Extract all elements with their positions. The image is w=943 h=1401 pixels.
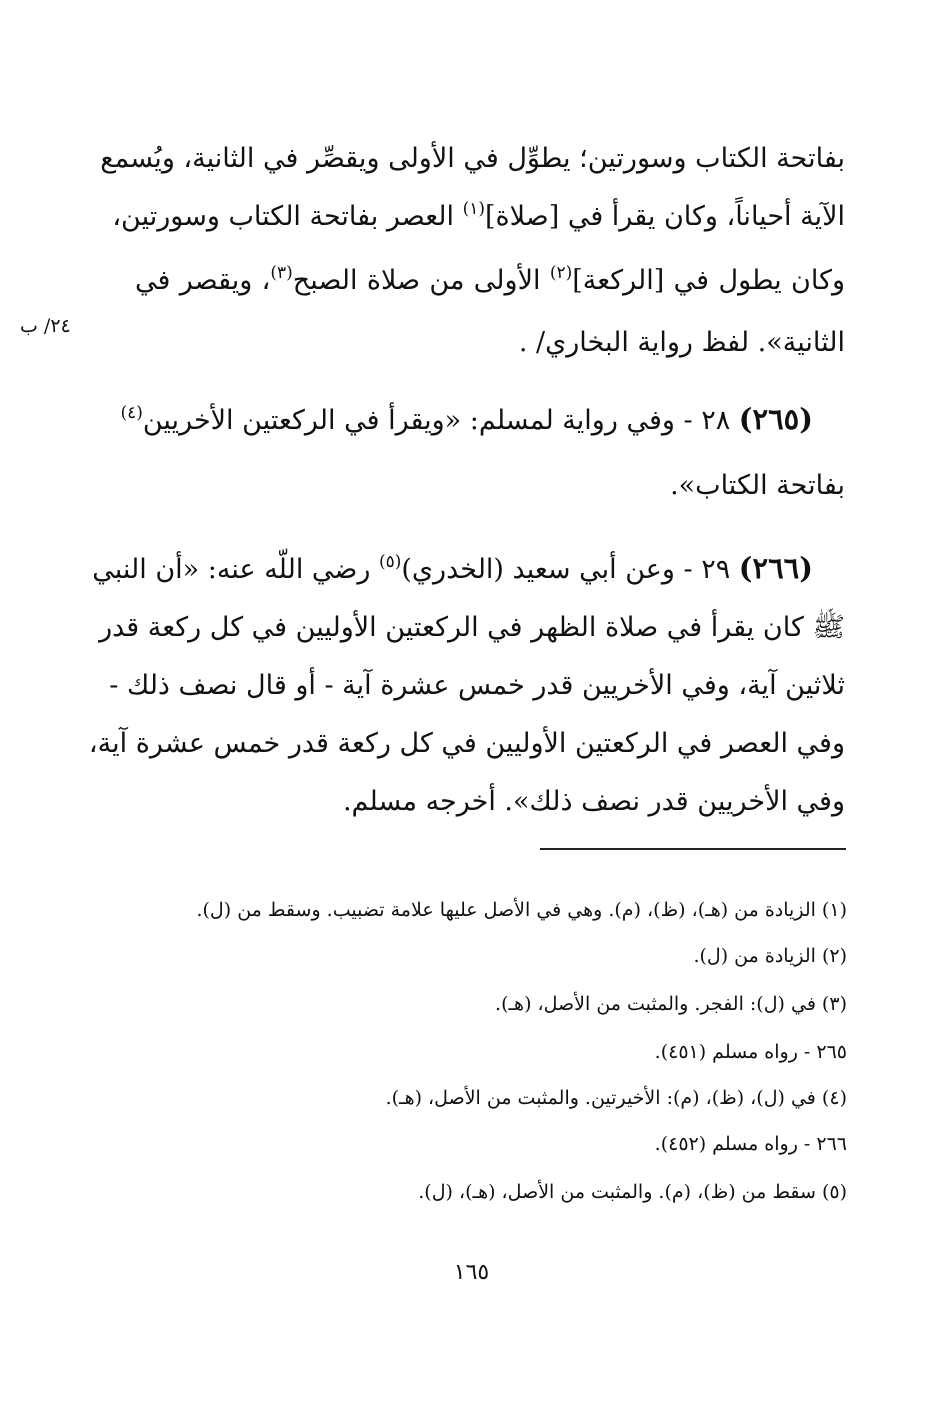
hadith-number: (٢٦٥): [738, 402, 813, 436]
hadith-line: [92, 537, 813, 599]
text-run: الأولى من صلاة الصبح: [292, 265, 550, 296]
body-line: [109, 655, 845, 717]
footnote-marker: (٥): [378, 552, 402, 572]
body-line: [99, 597, 845, 659]
footnote-marker: (٣): [270, 263, 293, 283]
body-line: [135, 250, 845, 312]
body-line: [135, 312, 845, 374]
text-run: رضي اللّه عنه: «أن النبي: [92, 554, 379, 585]
footnote: (٣) في (ل): الفجر. والمثبت من الأصل، (هـ).: [495, 993, 847, 1015]
margin-folio-note: ٢٤/ ب: [20, 315, 71, 337]
page-number: ١٦٥: [453, 1260, 490, 1285]
footnote-marker: (٤): [120, 403, 143, 423]
text-run: ثلاثين آية، وفي الأخريين قدر خمس عشرة آية - أو قال نصف ذلك -: [109, 670, 845, 701]
footnote: (٥) سقط من (ظ)، (م). والمثبت من الأصل، (هـ)، (ل).: [418, 1181, 847, 1203]
hadith-number: (٢٦٦): [738, 551, 813, 585]
text-run: ، ويقصر في: [135, 265, 271, 296]
footnote: (٤) في (ل)، (ظ)، (م): الأخيرتين. والمثبت من الأصل، (هـ).: [385, 1087, 847, 1109]
footnote-marker: (١): [462, 199, 485, 219]
text-run: الآية أحياناً، وكان يقرأ في [صلاة]: [484, 201, 845, 232]
text-run: وفي الأخريين قدر نصف ذلك». أخرجه مسلم.: [342, 786, 845, 817]
footnote-separator: [540, 848, 846, 850]
body-line: [100, 128, 845, 190]
text-run: بفاتحة الكتاب».: [670, 470, 845, 501]
footnote: (١) الزيادة من (هـ)، (ظ)، (م). وهي في الأصل عليها علامة تضبيب. وسقط من (ل).: [196, 899, 847, 921]
text-run: ٢٨ - وفي رواية لمسلم: «ويقرأ في الركعتين الأخريين: [142, 405, 739, 436]
footnote: ٢٦٥ - رواه مسلم (٤٥١).: [654, 1041, 847, 1063]
text-run: ﷺ كان يقرأ في صلاة الظهر في الركعتين الأوليين في كل ركعة قدر: [99, 612, 845, 643]
text-run: العصر بفاتحة الكتاب وسورتين،: [112, 201, 463, 232]
body-line: [112, 186, 845, 248]
footnote-marker: (٢): [549, 263, 573, 283]
text-run: بفاتحة الكتاب وسورتين؛ يطوِّل في الأولى ويقصِّر في الثانية، ويُسمع: [100, 143, 845, 174]
hadith-line: [120, 388, 813, 450]
text-run: الثانية». لفظ رواية البخاري/ .: [518, 327, 845, 358]
footnote: (٢) الزيادة من (ل).: [693, 945, 847, 967]
body-line: [88, 713, 845, 775]
footnote: ٢٦٦ - رواه مسلم (٤٥٢).: [654, 1133, 847, 1155]
text-run: وكان يطول في [الركعة]: [572, 265, 845, 296]
text-run: ٢٩ - وعن أبي سعيد (الخدري): [401, 554, 739, 585]
text-run: وفي العصر في الركعتين الأوليين في كل ركعة قدر خمس عشرة آية،: [88, 728, 845, 759]
body-line: [135, 455, 845, 517]
body-line: [135, 771, 845, 833]
